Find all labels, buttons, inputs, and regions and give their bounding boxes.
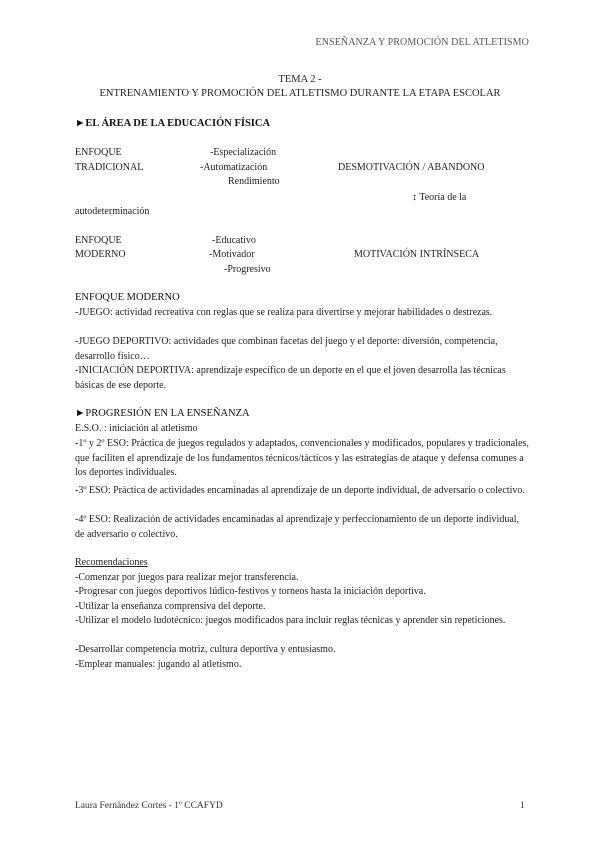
definition-game: -JUEGO: actividad recreativa con reglas que se realiza para divertirse y mejorar habilidades o destrezas.: [75, 307, 493, 318]
traditional-label-line2: TRADICIONAL: [75, 162, 144, 173]
traditional-result: DESMOTIVACIÓN / ABANDONO: [338, 162, 485, 173]
modern-label-line2: MODERNO: [75, 249, 126, 260]
recommendation-item: -Desarrollar competencia motriz, cultura deportiva y entusiasmo.: [75, 644, 336, 655]
theory-label-continued: autodeterminación: [75, 206, 150, 217]
modern-label-line1: ENFOQUE: [75, 235, 122, 246]
traditional-feature-automation: -Automatización: [200, 162, 268, 173]
definition-sport-game: -JUEGO DEPORTIVO: actividades que combinan facetas del juego y el deporte: diversión, competencia, desarrollo físico…: [75, 336, 498, 362]
traditional-label-line1: ENFOQUE: [75, 147, 122, 158]
progression-eso-4: -4º ESO: Realización de actividades encaminadas al aprendizaje y perfeccionamiento de un deporte individual, de adversario o colectivo.: [75, 514, 520, 540]
modern-result: MOTIVACIÓN INTRÍNSECA: [354, 249, 480, 260]
recommendation-item: -Emplear manuales: jugando al atletismo.: [75, 659, 242, 670]
section-heading-progression: ►PROGRESIÓN EN LA ENSEÑANZA: [75, 408, 250, 419]
section-heading-physical-education: ►EL ÁREA DE LA EDUCACIÓN FÍSICA: [75, 118, 271, 129]
eso-subheading: E.S.O. : iniciación al atletismo: [75, 423, 198, 434]
recommendation-item: -Utilizar el modelo ludotécnico: juegos modificados para incluir reglas técnicas y aprender sin repeticiones.: [75, 615, 506, 626]
traditional-feature-specialization: -Especialización: [210, 147, 277, 158]
modern-approach-heading: ENFOQUE MODERNO: [75, 292, 180, 303]
topic-title: ENTRENAMIENTO Y PROMOCIÓN DEL ATLETISMO DURANTE LA ETAPA ESCOLAR: [99, 88, 501, 99]
footer-author: Laura Fernández Cortes - 1º CCAFYD: [75, 801, 223, 811]
progression-eso-1-2: -1º y 2º ESO: Práctica de juegos regulados y adaptados, convencionales y modificados, populares y tradicionales, que faciliten el aprendizaje de los fundamentos técnicos/tácticos y las estrategias de ataque y defensa comunes a los deportes individuales.: [75, 438, 529, 478]
recommendation-item: -Comenzar por juegos para realizar mejor transferencia.: [75, 572, 299, 583]
modern-feature-progressive: -Progresivo: [224, 264, 271, 275]
traditional-feature-performance: Rendimiento: [228, 176, 280, 187]
modern-feature-educational: -Educativo: [212, 235, 256, 246]
modern-feature-motivating: -Motivador: [209, 249, 255, 260]
running-header: ENSEÑANZA Y PROMOCIÓN DEL ATLETISMO: [315, 37, 529, 48]
page-number: 1: [520, 801, 525, 811]
definition-sport-initiation: -INICIACIÓN DEPORTIVA: aprendizaje específico de un deporte en el que el joven desarrolla las técnicas básicas de ese deporte.: [75, 365, 506, 391]
topic-number: TEMA 2 -: [278, 74, 322, 85]
progression-eso-3: -3º ESO: Práctica de actividades encaminadas al aprendizaje de un deporte individual, de adversario o colectivo.: [75, 485, 525, 496]
recommendation-item: -Progresar con juegos deportivos lúdico-festivos y torneos hasta la iniciación deportiva.: [75, 586, 426, 597]
recommendations-heading: Recomendaciones: [75, 557, 148, 568]
theory-label: ↕ Teoría de la: [412, 192, 467, 203]
recommendation-item: -Utilizar la enseñanza comprensiva del deporte.: [75, 601, 266, 612]
